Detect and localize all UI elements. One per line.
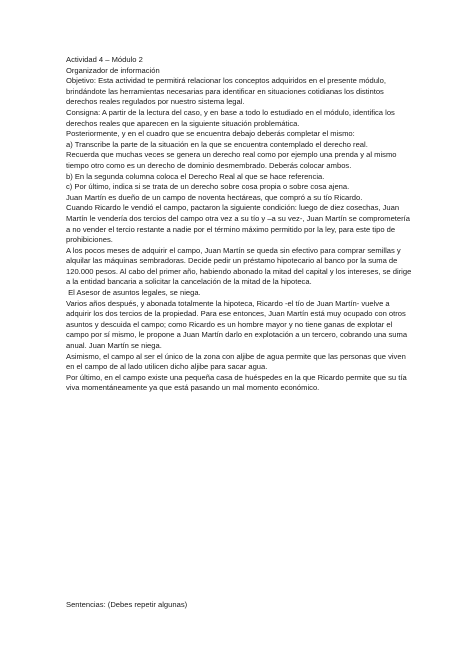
paragraph-objetivo: Objetivo: Esta actividad te permitirá relacionar los conceptos adquiridos en el presente módulo, brindándote las herramientas necesarias para identificar en situaciones cotidianas los distintos derechos reales regulados por nuestro sistema legal. <box>66 76 386 107</box>
paragraph-asesor: El Asesor de asuntos legales, se niega. <box>66 288 201 298</box>
paragraph-condicion: Cuando Ricardo le vendió el campo, pactaron la siguiente condición: luego de diez cosechas, Juan Martín le vendería dos tercios del campo otra vez a su tío y –a su vez-, Juan Martín se comprometería a no vender el tercio restante a nadie por el término máximo permitido por la ley, para este tipo de prohibiciones. <box>66 203 410 245</box>
document-title: Actividad 4 – Módulo 2 <box>66 55 143 64</box>
paragraph-varios-anos: Varios años después, y abonada totalmente la hipoteca, Ricardo -el tío de Juan Martín- vuelve a adquirir los dos tercios de la propiedad. Para ese entonces, Juan Martín está muy ocupado con otros asuntos y descuida el campo; como Ricardo es un hombre mayor y no tiene ganas de explotar el campo por sí mismo, le propone a Juan Martín darlo en explotación a un tercero, cobrando una suma anual. Juan Martín se niega. <box>66 298 408 351</box>
footer-sentencias: Sentencias: (Debes repetir algunas) <box>66 600 188 609</box>
document-footer <box>66 600 414 611</box>
paragraph-item-b: b) En la segunda columna coloca el Derecho Real al que se hace referencia. <box>66 171 325 181</box>
paragraph-consigna: Consigna: A partir de la lectura del caso, y en base a todo lo estudiado en el módulo, identifica los derechos reales que aparecen en la siguiente situación problemática. <box>66 107 395 128</box>
paragraph-posteriormente: Posteriormente, y en el cuadro que se encuentra debajo deberás completar el mismo: <box>66 129 355 139</box>
paragraph-item-c: c) Por último, indica si se trata de un derecho sobre cosa propia o sobre cosa ajena. <box>66 182 350 192</box>
document-subtitle: Organizador de información <box>66 65 160 75</box>
paragraph-item-a: a) Transcribe la parte de la situación en la que se encuentra contemplado el derecho real. <box>66 139 368 149</box>
paragraph-recuerda: Recuerda que muchas veces se genera un derecho real como por ejemplo una prenda y al mismo tiempo otro como es un derecho de dominio desmembrado. Deberás colocar ambos. <box>66 150 397 170</box>
paragraph-hipoteca: A los pocos meses de adquirir el campo, Juan Martín se queda sin efectivo para comprar semillas y alquilar las máquinas sembradoras. Decide pedir un préstamo hipotecario al banco por la suma de 120.000 pesos. Al cabo del primer año, habiendo abonado la mitad del capital y los intereses, se dirige a la entidad bancaria a solicitar la cancelación de la mitad de la hipoteca. <box>66 245 412 287</box>
paragraph-aljibe: Asimismo, el campo al ser el único de la zona con aljibe de agua permite que las personas que viven en el campo de al lado utilicen dicho aljibe para sacar agua. <box>66 351 406 372</box>
paragraph-casa-huespedes: Por último, en el campo existe una pequeña casa de huéspedes en la que Ricardo permite que su tía viva momentáneamente ya que está pasando un mal momento económico. <box>66 372 407 393</box>
document-body <box>66 55 414 394</box>
paragraph-case-intro: Juan Martín es dueño de un campo de noventa hectáreas, que compró a su tío Ricardo. <box>66 192 363 202</box>
